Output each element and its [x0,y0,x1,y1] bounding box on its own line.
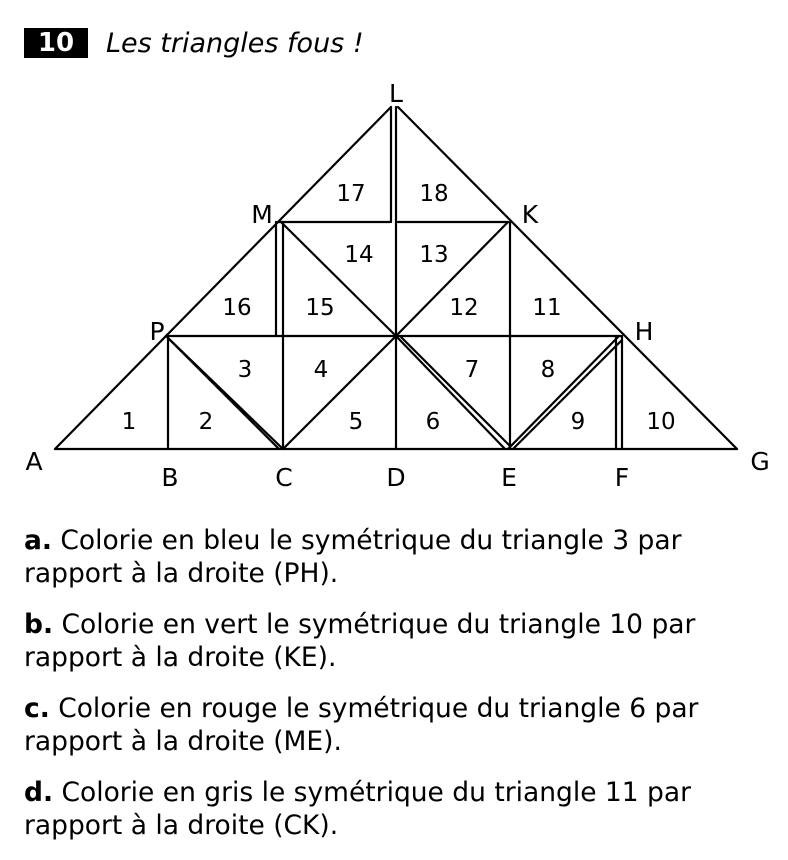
region-label-17: 17 [336,181,366,207]
region-label-5: 5 [348,409,364,435]
question-c [24,692,776,758]
point-label-C: C [275,463,293,492]
point-label-P: P [149,317,165,346]
question-letter: b. [24,609,54,640]
point-label-A: A [25,447,43,476]
question-text: Colorie en gris le symétrique du triangle 11 par rapport à la droite (CK). [24,777,692,841]
region-label-6: 6 [425,409,441,435]
point-label-B: B [161,463,179,492]
point-label-L: L [389,79,403,108]
region-label-12: 12 [449,295,479,321]
line-LG [398,107,737,449]
line-AL [55,107,391,449]
point-label-G: G [750,447,770,476]
point-label-E: E [501,463,517,492]
point-label-H: H [634,317,654,346]
question-letter: a. [24,525,52,556]
point-label-F: F [614,463,630,492]
line-CD-up [283,336,396,449]
line-M-center [281,222,396,336]
question-letter: d. [24,777,54,808]
region-label-2: 2 [198,409,214,435]
question-text: Colorie en rouge le symétrique du triangle 6 par rapport à la droite (ME). [24,693,699,757]
region-label-18: 18 [419,181,449,207]
question-text: Colorie en vert le symétrique du triangle 10 par rapport à la droite (KE). [24,609,696,673]
region-label-14: 14 [344,242,374,268]
point-label-M: M [251,200,273,229]
region-label-16: 16 [222,295,252,321]
point-label-D: D [386,463,406,492]
question-a [24,524,776,590]
exercise-number: 10 [24,28,88,58]
point-label-K: K [521,200,539,229]
region-label-4: 4 [313,357,329,383]
questions-list [24,524,776,860]
question-d [24,776,776,842]
region-label-9: 9 [570,409,586,435]
line-center-E [396,336,505,449]
region-label-8: 8 [540,357,556,383]
question-text: Colorie en bleu le symétrique du triangle 3 par rapport à la droite (PH). [24,525,682,589]
region-label-11: 11 [532,295,562,321]
region-label-1: 1 [121,409,137,435]
region-labels [122,181,676,435]
region-label-15: 15 [305,295,335,321]
figure-lines [55,107,737,449]
question-letter: c. [24,693,50,724]
exercise-title: Les triangles fous ! [106,27,364,59]
region-label-13: 13 [419,242,449,268]
line-EH [508,336,619,449]
question-b [24,608,776,674]
region-label-7: 7 [464,357,480,383]
region-label-3: 3 [237,357,253,383]
region-label-10: 10 [646,409,676,435]
